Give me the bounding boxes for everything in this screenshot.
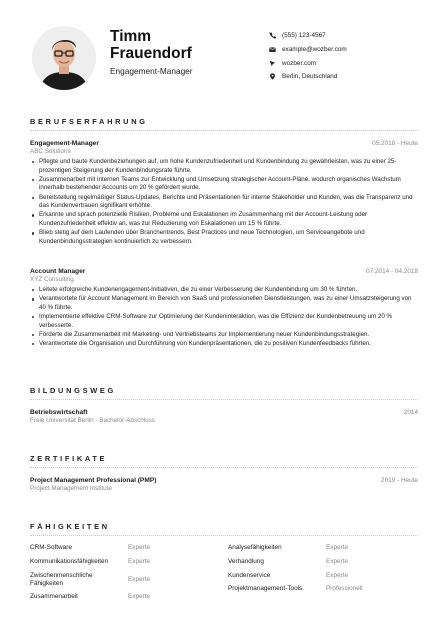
skill-name: Zwischenmenschliche Fähigkeiten — [30, 572, 93, 587]
phone-icon — [268, 32, 276, 40]
bullet-item: Blieb stetig auf dem Laufenden über Branchentrends, Best Practices und neue Technologien, um Serviceangebote und Kundenbindungsstrategien kontinuierlich zu verbessern. — [30, 229, 418, 246]
section-title-experience: BERUFSERFAHRUNG — [30, 117, 148, 126]
certificate-date: 2019 - Heute — [381, 477, 418, 484]
bullet-item: Leitete erfolgreiche Kundenengagement-Initiativen, die zu einer Verbesserung der Kundenbindung um 30 % führten. — [30, 286, 418, 295]
bullet-item: Pflegte und baute Kundenbeziehungen auf, um hohe Kundenzufriedenheit und Kundenbindung zu gewährleisten, was zu einer 25-prozentigen Steigerung der Kundenbindungsrate führte. — [30, 158, 418, 175]
skill-name: Projektmanagement-Tools — [228, 585, 303, 592]
bullet-item: Förderte die Zusammenarbeit mit Marketing- und Vertriebsteams zur Implementierung neuer Kundenbindungsstrategien. — [30, 331, 418, 340]
contact-phone[interactable] — [268, 29, 347, 43]
degree-title: Betriebswirtschaft — [30, 409, 88, 416]
section-divider — [30, 130, 418, 131]
experience-entry-1 — [30, 140, 418, 247]
contact-location — [268, 70, 347, 84]
job-bullets — [30, 158, 418, 246]
job-title: Account Manager — [30, 268, 86, 275]
profile-photo — [32, 26, 96, 90]
education-entry — [30, 409, 418, 424]
contact-list — [268, 29, 347, 84]
link-icon — [268, 59, 276, 67]
section-divider — [30, 467, 418, 468]
skill-level: Experte — [128, 576, 151, 583]
bullet-item: Erkannte und sprach potenzielle Risiken, Probleme und Eskalationen im Zusammenhang mit der Account-Leistung oder Kundenzufriedenheit effektiv an, was zur Reduzierung von Eskalationen um 15 % führte. — [30, 211, 418, 228]
job-date: 05.2018 - Heute — [372, 140, 418, 147]
contact-text: wozber.com — [282, 59, 317, 67]
job-company: ABC Solutions — [30, 148, 71, 155]
contact-text: Berlin, Deutschland — [282, 73, 338, 81]
skill-name: Kundenservice — [228, 572, 271, 579]
skill-name: Analysefähigkeiten — [228, 544, 282, 551]
skill-level: Experte — [128, 544, 151, 551]
contact-email[interactable] — [268, 43, 347, 57]
section-divider — [30, 399, 418, 400]
bullet-item: Verantwortete die Organisation und Durchführung von Kundenpräsentationen, die zu positiven Kundenfeedbacks führten. — [30, 340, 418, 349]
section-title-education: BILDUNGSWEG — [30, 386, 116, 395]
skill-level: Experte — [128, 593, 151, 600]
degree-date: 2014 — [403, 409, 418, 416]
bullet-item: Bereitstellung regelmäßiger Status-Updates, Berichte und Präsentationen für interne Stakeholder und Kunden, was die Transparenz und das Kundenvertrauen signifikant erhöhte. — [30, 194, 418, 211]
last-name: Frauendorf — [110, 45, 192, 62]
skill-level: Experte — [326, 558, 349, 565]
job-title: Engagement-Manager — [30, 140, 99, 147]
certificate-title: Project Management Professional (PMP) — [30, 477, 157, 484]
skill-name: Kommunikationsfähigkeiten — [30, 558, 109, 565]
job-date: 07.2014 - 04.2018 — [366, 268, 418, 275]
degree-institution: Freie Universität Berlin - Bachelor-Abschluss — [30, 417, 155, 424]
location-pin-icon — [268, 73, 276, 81]
certificate-entry — [30, 477, 418, 492]
section-title-skills: FÄHIGKEITEN — [30, 522, 110, 531]
skill-name: Verhandlung — [228, 558, 264, 565]
section-divider — [30, 535, 418, 536]
section-title-certificates: ZERTIFIKATE — [30, 454, 108, 463]
bullet-item: Implementierte effektive CRM-Software zur Optimierung der Kundeninteraktion, was die Effizienz der Kundenbetreuung um 20 % verbesserte. — [30, 313, 418, 330]
job-bullets — [30, 286, 418, 349]
job-role: Engagement-Manager — [110, 66, 193, 76]
experience-entry-2 — [30, 268, 418, 349]
avatar — [32, 26, 96, 90]
bullet-item: Zusammenarbeit mit internen Teams zur Entwicklung und Umsetzung strategischer Account-Pläne, wodurch organisches Wachstum innerhalb bestehender Accounts um 20 % gefördert wurde. — [30, 176, 418, 193]
contact-website[interactable] — [268, 56, 347, 70]
job-company: XYZ Consulting — [30, 276, 74, 283]
first-name: Timm — [110, 28, 152, 45]
contact-text: (555) 123-4567 — [282, 32, 326, 40]
skill-level: Professionell — [326, 585, 363, 592]
skill-name: CRM-Software — [30, 544, 72, 551]
certificate-issuer: Project Management Institute — [30, 485, 112, 492]
contact-text: example@wozber.com — [282, 46, 347, 54]
candidate-name — [110, 28, 192, 62]
mail-icon — [268, 46, 276, 54]
bullet-item: Verantwortete für Account Management im Bereich von SaaS und professionellen Dienstleistungen, was zu einer Umsatzsteigerung von 40 % führte. — [30, 295, 418, 312]
skill-level: Experte — [128, 558, 151, 565]
skill-level: Experte — [326, 572, 349, 579]
skill-level: Experte — [326, 544, 349, 551]
skill-name: Zusammenarbeit — [30, 593, 78, 600]
